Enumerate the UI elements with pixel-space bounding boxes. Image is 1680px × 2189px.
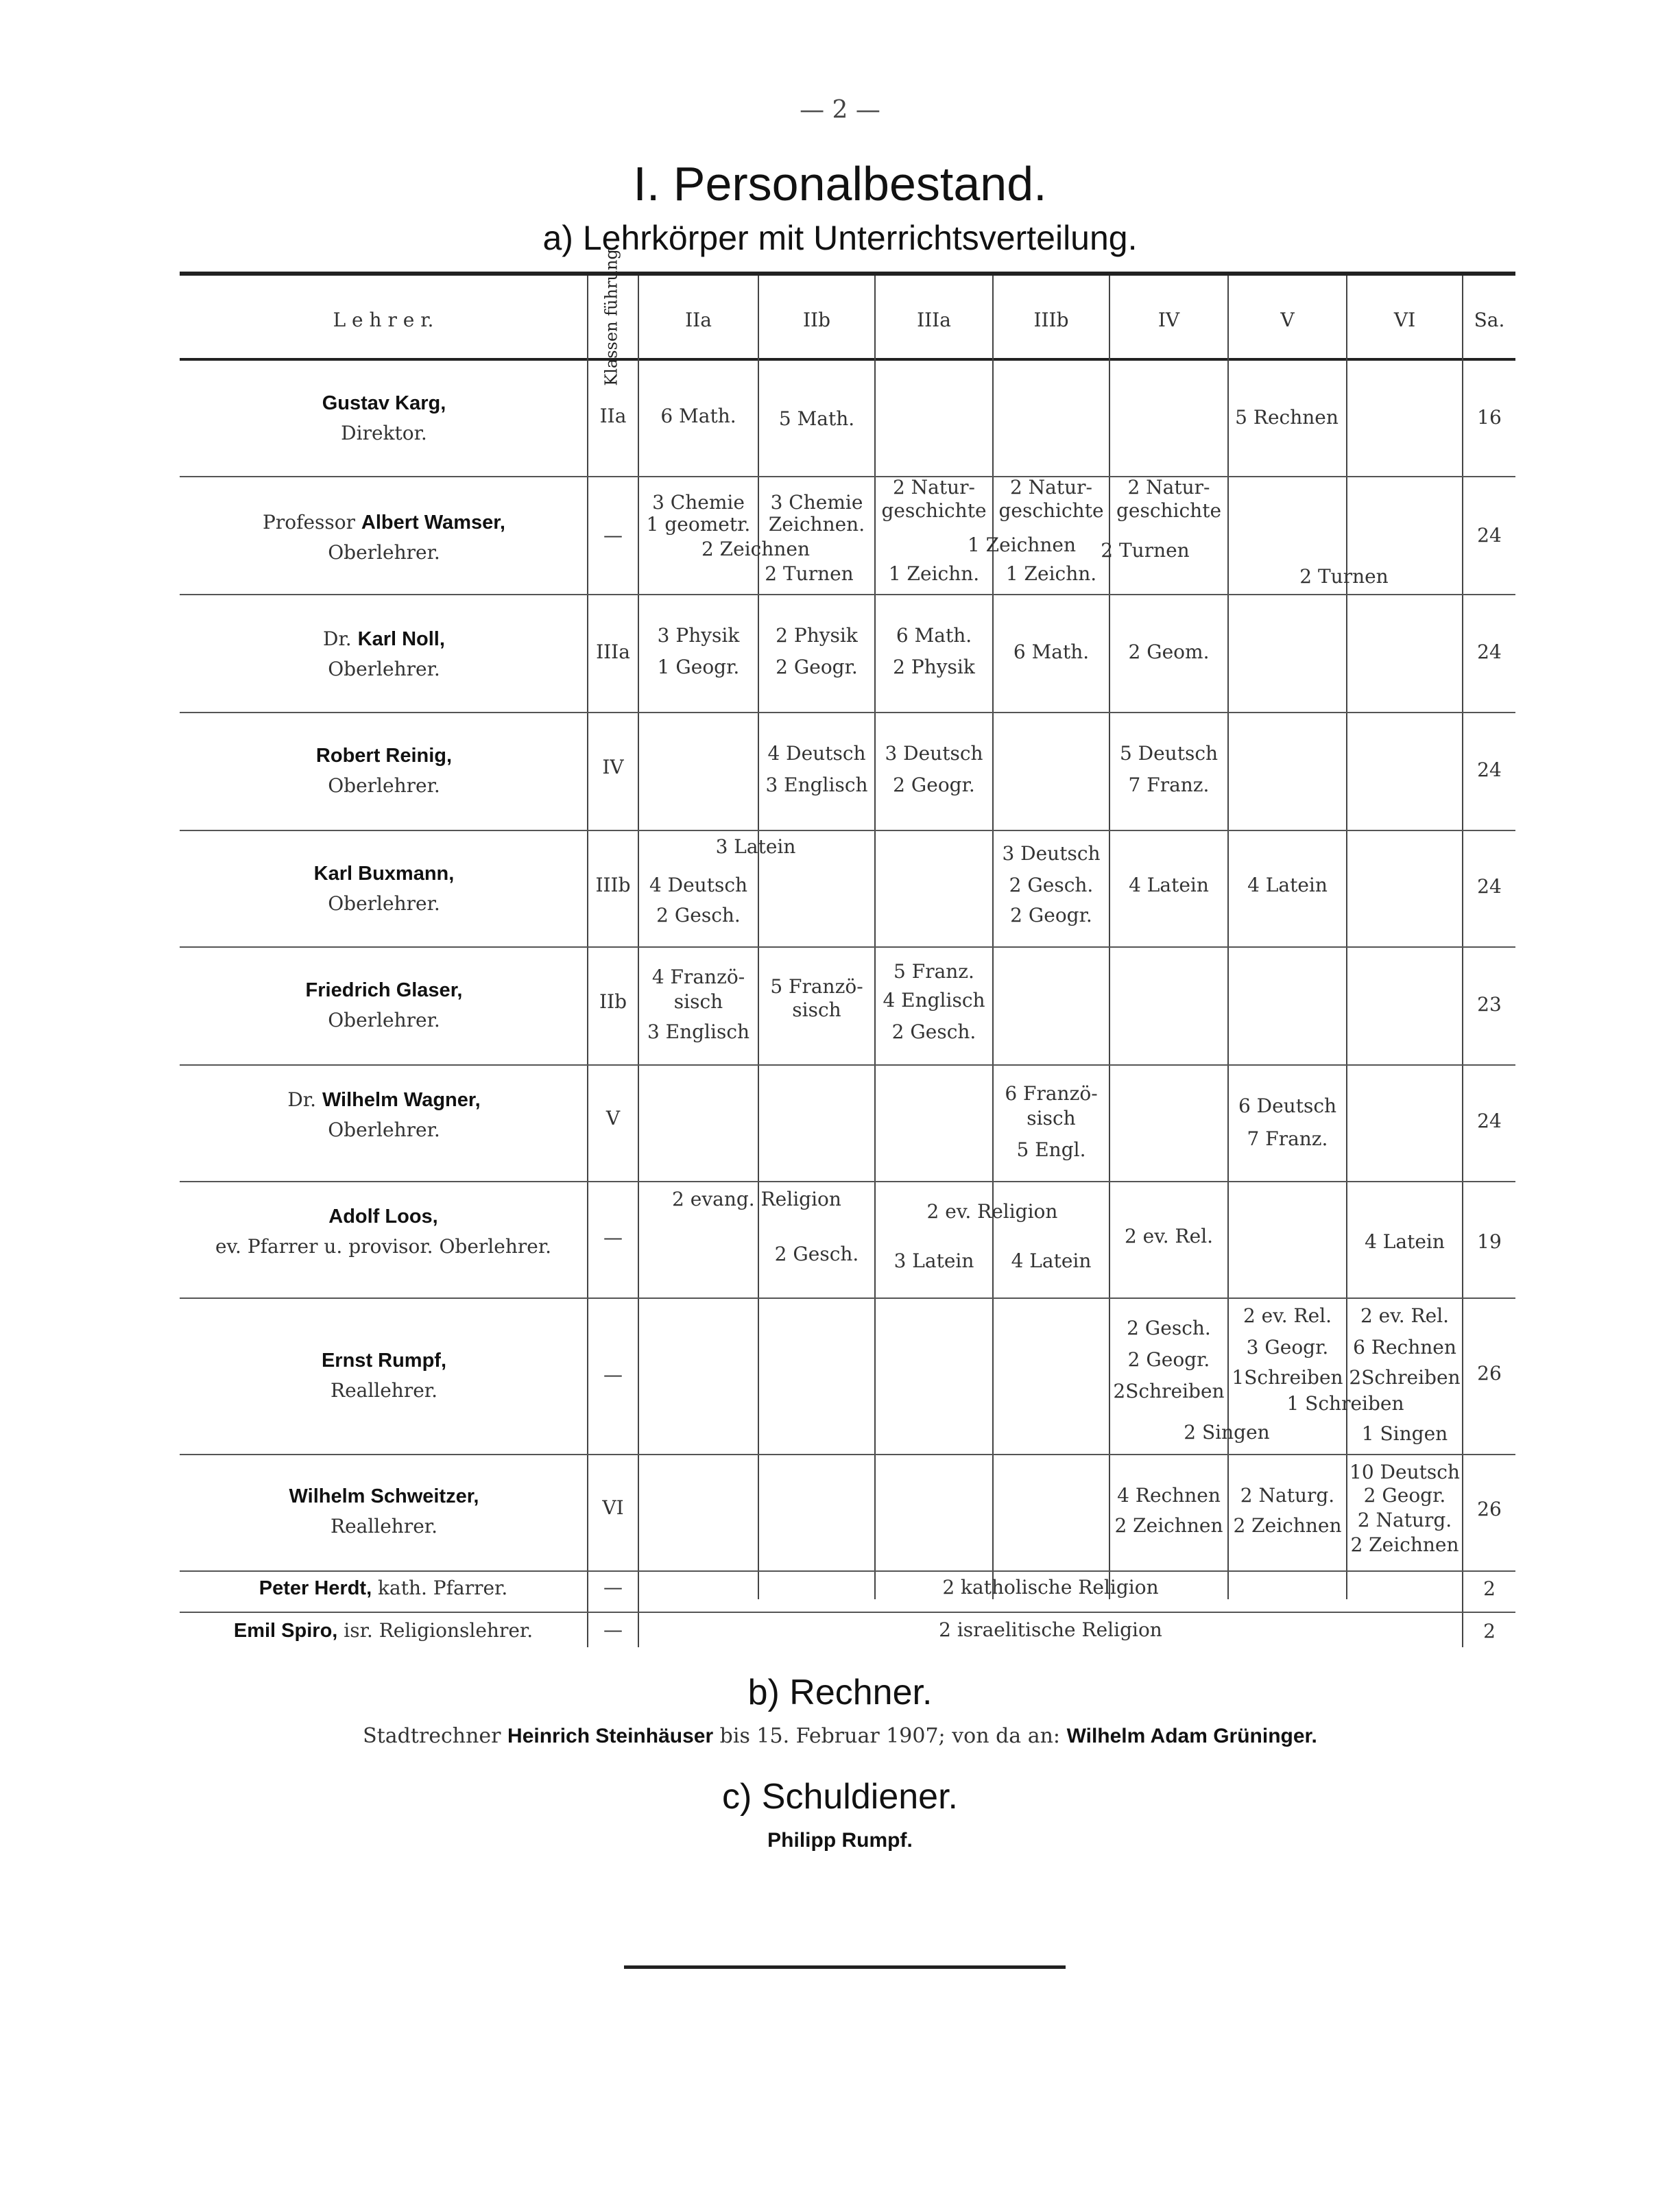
teacher-name: Robert Reinig, Oberlehrer.	[315, 745, 453, 797]
lesson-cell: 1 Zeichn.	[888, 562, 980, 585]
lesson-cell: 4 Englisch	[883, 989, 985, 1012]
lesson-cell: 2 Naturg.	[1240, 1484, 1335, 1507]
header-class-IIIa: IIIa	[917, 308, 951, 331]
lesson-cell: 2 ev. Rel.	[1124, 1225, 1214, 1247]
teacher-name: Peter Herdt, kath. Pfarrer.	[259, 1577, 508, 1599]
lesson-cell: 3 Englisch	[647, 1020, 750, 1043]
lesson-cell: 2 Geogr.	[1127, 1348, 1210, 1371]
lesson-cell: 2 Naturg.	[1357, 1509, 1452, 1531]
rechner-text: Stadtrechner Heinrich Steinhäuser bis 15. Februar 1907; von da an: Wilhelm Adam Grüninger.	[363, 1724, 1317, 1748]
lesson-cell: 2Schreiben	[1349, 1366, 1461, 1389]
lesson-cell: 4 Franzö-	[651, 966, 745, 988]
lesson-cell: 2 katholische Religion	[942, 1576, 1159, 1599]
lesson-cell: 1 Zeichnen	[967, 534, 1077, 556]
lesson-cell: 5 Franz.	[893, 960, 974, 983]
klassenfuehrung-value: —	[603, 1618, 623, 1641]
lesson-cell: 4 Latein	[1129, 874, 1209, 896]
lesson-cell: 2 ev. Rel.	[1243, 1304, 1332, 1327]
teacher-name: Dr. Karl Noll, Oberlehrer.	[323, 627, 445, 680]
sum-value: 24	[1477, 875, 1502, 898]
lesson-cell: 4 Deutsch	[767, 742, 866, 765]
lesson-cell: 4 Latein	[1365, 1230, 1445, 1253]
klassenfuehrung-value: IIb	[599, 990, 627, 1013]
sum-value: 24	[1477, 641, 1502, 663]
lesson-cell: sisch	[792, 998, 841, 1021]
lesson-cell: geschichte	[1116, 499, 1222, 522]
lesson-cell: 3 Latein	[715, 835, 796, 858]
lesson-cell: 3 Latein	[893, 1249, 974, 1272]
lesson-cell: 6 Franzö-	[1005, 1082, 1098, 1105]
teacher-name: Friedrich Glaser, Oberlehrer.	[305, 979, 463, 1031]
sum-value: 2	[1483, 1577, 1496, 1600]
header-class-IV: IV	[1157, 308, 1180, 331]
klassenfuehrung-value: —	[603, 1576, 623, 1599]
klassenfuehrung-value: VI	[602, 1496, 624, 1519]
header-class-IIb: IIb	[802, 308, 831, 331]
header-class-IIa: IIa	[685, 308, 712, 331]
lesson-cell: sisch	[673, 990, 723, 1013]
lesson-cell: 2 Turnen	[765, 562, 854, 585]
lesson-cell: Zeichnen.	[768, 513, 865, 536]
sum-value: 23	[1477, 993, 1502, 1016]
lesson-cell: 2 Physik	[893, 656, 975, 678]
lesson-cell: geschichte	[998, 499, 1104, 522]
lesson-cell: 5 Deutsch	[1119, 742, 1219, 765]
lesson-cell: 2 evang. Religion	[672, 1188, 841, 1210]
lesson-cell: 2 Zeichnen	[701, 538, 811, 560]
lesson-cell: 3 Geogr.	[1246, 1336, 1329, 1359]
header-class-VI: VI	[1393, 308, 1416, 331]
teacher-name: Dr. Wilhelm Wagner, Oberlehrer.	[287, 1088, 481, 1141]
lesson-cell: 2 Physik	[776, 624, 858, 647]
sum-value: 19	[1477, 1230, 1502, 1253]
teacher-name: Emil Spiro, isr. Religionslehrer.	[233, 1619, 533, 1642]
lesson-cell: 7 Franz.	[1128, 774, 1210, 796]
page-subtitle: a) Lehrkörper mit Unterrichtsverteilung.	[542, 219, 1138, 257]
lesson-cell: 2 Geogr.	[1010, 904, 1092, 926]
sum-value: 16	[1477, 406, 1502, 429]
lesson-cell: 5 Rechnen	[1235, 406, 1339, 429]
lesson-cell: 4 Rechnen	[1117, 1484, 1221, 1507]
klassenfuehrung-value: IV	[602, 756, 624, 778]
teacher-name: Adolf Loos, ev. Pfarrer u. provisor. Oberlehrer.	[215, 1206, 552, 1258]
schuldiener-name: Philipp Rumpf.	[767, 1829, 913, 1852]
lesson-cell: 1 Singen	[1361, 1422, 1448, 1445]
lesson-cell: sisch	[1027, 1107, 1076, 1129]
lesson-cell: 2 Natur-	[1127, 476, 1210, 499]
lesson-cell: 2 Gesch.	[1009, 874, 1094, 896]
klassenfuehrung-value: —	[603, 1363, 623, 1386]
lesson-cell: 2 Geogr.	[776, 656, 858, 678]
lesson-cell: 10 Deutsch	[1349, 1461, 1460, 1483]
header-klassenfuehrung: Klassen führung	[602, 249, 622, 386]
klassenfuehrung-value: IIa	[599, 405, 627, 427]
header-class-IIIb: IIIb	[1033, 308, 1069, 331]
lesson-cell: 6 Math.	[660, 405, 736, 427]
sum-value: 24	[1477, 524, 1502, 547]
lesson-cell: 1 Schreiben	[1286, 1392, 1404, 1415]
klassenfuehrung-value: IIIb	[595, 874, 631, 896]
lesson-cell: 6 Math.	[1013, 641, 1090, 663]
lesson-cell: 2 Natur-	[892, 476, 976, 499]
sum-value: 24	[1477, 1110, 1502, 1132]
sum-value: 2	[1483, 1620, 1496, 1642]
lesson-cell: 4 Deutsch	[649, 874, 748, 896]
lesson-cell: 1Schreiben	[1232, 1366, 1343, 1389]
klassenfuehrung-value: V	[605, 1107, 621, 1129]
lesson-cell: 3 Chemie	[652, 491, 745, 514]
lesson-cell: 6 Rechnen	[1353, 1336, 1456, 1359]
lesson-cell: 6 Math.	[896, 624, 972, 647]
teacher-name: Wilhelm Schweitzer, Reallehrer.	[289, 1485, 479, 1538]
rechner-heading: b) Rechner.	[747, 1673, 933, 1712]
klassenfuehrung-value: —	[603, 1226, 623, 1249]
lesson-cell: 2 Natur-	[1009, 476, 1093, 499]
lesson-cell: 1 geometr.	[646, 513, 751, 536]
lesson-cell: 5 Franzö-	[770, 975, 863, 998]
lesson-cell: 7 Franz.	[1247, 1127, 1328, 1150]
lesson-cell: 2 Singen	[1184, 1421, 1270, 1444]
lesson-cell: 3 Deutsch	[885, 742, 983, 765]
lesson-cell: 2 Gesch.	[656, 904, 741, 926]
lesson-cell: 2 Geom.	[1128, 641, 1210, 663]
lesson-cell: 3 Englisch	[765, 774, 868, 796]
lesson-cell: 2 Gesch.	[1127, 1317, 1211, 1339]
header-class-V: V	[1280, 308, 1295, 331]
lesson-cell: 2 Gesch.	[891, 1020, 976, 1043]
teacher-name: Ernst Rumpf, Reallehrer.	[321, 1350, 447, 1402]
sum-value: 26	[1477, 1362, 1502, 1385]
lesson-cell: geschichte	[881, 499, 987, 522]
lesson-cell: 1 Zeichn.	[1005, 562, 1097, 585]
sum-value: 24	[1477, 758, 1502, 781]
page-number: — 2 —	[800, 96, 880, 124]
lesson-cell: 4 Latein	[1247, 874, 1328, 896]
lesson-cell: 3 Chemie	[770, 491, 863, 514]
lesson-cell: 6 Deutsch	[1238, 1094, 1337, 1117]
lesson-cell: 5 Math.	[778, 407, 855, 430]
schuldiener-heading: c) Schuldiener.	[722, 1777, 958, 1817]
teacher-name: Karl Buxmann, Oberlehrer.	[313, 863, 455, 915]
klassenfuehrung-value: —	[603, 524, 623, 547]
lesson-cell: 2 Turnen	[1299, 565, 1389, 588]
lesson-cell: 2 Gesch.	[774, 1243, 859, 1265]
lesson-cell: 2 Zeichnen	[1114, 1514, 1223, 1537]
lesson-cell: 2 Zeichnen	[1233, 1514, 1342, 1537]
lesson-cell: 2 ev. Religion	[926, 1200, 1058, 1223]
bottom-rule	[624, 1965, 1066, 1969]
teacher-name: Gustav Karg, Direktor.	[322, 392, 446, 444]
teacher-name: Professor Albert Wamser, Oberlehrer.	[263, 511, 505, 564]
lesson-cell: 2 ev. Rel.	[1360, 1304, 1450, 1327]
header-lehrer: L e h r e r.	[333, 308, 434, 331]
lesson-cell: 3 Deutsch	[1002, 842, 1101, 865]
lesson-cell: 5 Engl.	[1016, 1138, 1086, 1161]
lesson-cell: 1 Geogr.	[657, 656, 740, 678]
lesson-cell: 4 Latein	[1011, 1249, 1092, 1272]
lesson-cell: 2 Turnen	[1101, 539, 1190, 562]
lesson-cell: 2 Geogr.	[1363, 1484, 1446, 1507]
sum-value: 26	[1477, 1498, 1502, 1520]
lesson-cell: 2 Zeichnen	[1350, 1533, 1459, 1556]
klassenfuehrung-value: IIIa	[596, 641, 630, 663]
header-sum: Sa.	[1474, 308, 1505, 331]
lesson-cell: 3 Physik	[657, 624, 740, 647]
lesson-cell: 2 Geogr.	[893, 774, 975, 796]
page-title: I. Personalbestand.	[633, 157, 1047, 211]
lesson-cell: 2Schreiben	[1113, 1380, 1225, 1402]
lesson-cell: 2 israelitische Religion	[939, 1618, 1162, 1641]
